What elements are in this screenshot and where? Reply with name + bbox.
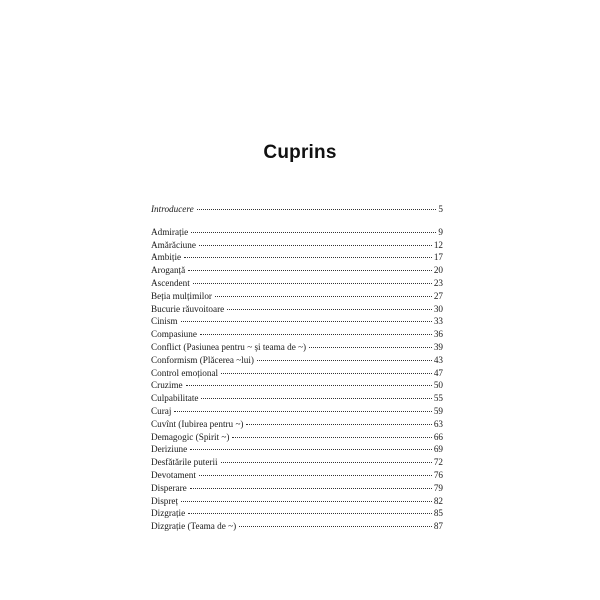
dot-leader bbox=[184, 257, 432, 258]
toc-entry-page: 33 bbox=[433, 316, 443, 327]
toc-entry-page: 12 bbox=[433, 239, 443, 250]
dot-leader bbox=[200, 334, 432, 335]
toc-entry-intro bbox=[151, 203, 443, 216]
toc-entry-label: Aroganță bbox=[151, 265, 186, 276]
toc-entry bbox=[151, 520, 443, 533]
toc-entry-page: 50 bbox=[433, 380, 443, 391]
dot-leader bbox=[190, 488, 432, 489]
toc-entry bbox=[151, 379, 443, 392]
dot-leader bbox=[197, 209, 437, 210]
toc-entry-page: 55 bbox=[433, 393, 443, 404]
toc-entry bbox=[151, 251, 443, 264]
dot-leader bbox=[190, 449, 432, 450]
toc-entry bbox=[151, 431, 443, 444]
toc-entry-page: 87 bbox=[433, 521, 443, 532]
toc-entry-page: 39 bbox=[433, 341, 443, 352]
toc-entry-label: Admirație bbox=[151, 226, 189, 237]
toc-entry-label: Compasiune bbox=[151, 329, 197, 340]
toc-entry-page: 17 bbox=[433, 252, 443, 263]
toc-entry bbox=[151, 495, 443, 508]
toc-entry-page: 72 bbox=[433, 457, 443, 468]
toc-entry bbox=[151, 303, 443, 316]
toc-entry bbox=[151, 315, 443, 328]
toc-entry bbox=[151, 341, 443, 354]
toc-entry-page: 69 bbox=[433, 444, 443, 455]
toc-entry-label: Deriziune bbox=[151, 444, 188, 455]
toc-entry-label: Culpabilitate bbox=[151, 393, 199, 404]
toc-entry bbox=[151, 418, 443, 431]
dot-leader bbox=[232, 437, 431, 438]
toc-entry-label: Dispreț bbox=[151, 495, 179, 506]
toc-entry bbox=[151, 239, 443, 252]
toc-entry-page: 82 bbox=[433, 495, 443, 506]
dot-leader bbox=[188, 513, 432, 514]
dot-leader bbox=[227, 309, 432, 310]
page-title: Cuprins bbox=[263, 142, 337, 163]
dot-leader bbox=[174, 411, 431, 412]
toc-entry-label: Ambiție bbox=[151, 252, 182, 263]
dot-leader bbox=[193, 283, 432, 284]
toc-entry-page: 79 bbox=[433, 482, 443, 493]
toc-entry-label: Devotament bbox=[151, 469, 196, 480]
section-gap bbox=[151, 216, 443, 226]
dot-leader bbox=[221, 462, 432, 463]
toc-entry-label: Dizgrație (Teama de ~) bbox=[151, 521, 237, 532]
toc-entry-page: 20 bbox=[433, 265, 443, 276]
toc-entry-label: Disperare bbox=[151, 482, 187, 493]
dot-leader bbox=[309, 347, 432, 348]
toc-entry bbox=[151, 443, 443, 456]
dot-leader bbox=[257, 360, 432, 361]
toc-entry-label: Conflict (Pasiunea pentru ~ și teama de ~) bbox=[151, 341, 307, 352]
toc-entry bbox=[151, 469, 443, 482]
dot-leader bbox=[181, 321, 432, 322]
dot-leader bbox=[199, 245, 432, 246]
toc-entry-page: 59 bbox=[433, 405, 443, 416]
toc-entry-label: Dizgrație bbox=[151, 508, 186, 519]
toc-entry bbox=[151, 328, 443, 341]
toc-entry-label: Conformism (Plăcerea ~lui) bbox=[151, 354, 254, 365]
toc-entry-label: Desfătările puterii bbox=[151, 457, 218, 468]
toc-entry-label: Cruzime bbox=[151, 380, 183, 391]
toc-entry-label: Curaj bbox=[151, 405, 172, 416]
toc-entry-page: 5 bbox=[438, 204, 443, 214]
toc-entry bbox=[151, 392, 443, 405]
toc-entry-label: Beția mulțimilor bbox=[151, 290, 212, 301]
toc-entry-page: 23 bbox=[433, 277, 443, 288]
toc-entry bbox=[151, 456, 443, 469]
toc-entry-label: Demagogic (Spirit ~) bbox=[151, 431, 230, 442]
toc-entry bbox=[151, 367, 443, 380]
toc-entry-page: 66 bbox=[433, 431, 443, 442]
toc-entry-label: Introducere bbox=[151, 204, 194, 214]
toc-entry-label: Bucurie răuvoitoare bbox=[151, 303, 225, 314]
toc-entry-label: Cinism bbox=[151, 316, 178, 327]
toc-entry-page: 76 bbox=[433, 469, 443, 480]
toc-entry-page: 43 bbox=[433, 354, 443, 365]
toc-entry-page: 85 bbox=[433, 508, 443, 519]
toc-entry-page: 63 bbox=[433, 418, 443, 429]
toc-entry-label: Control emoțional bbox=[151, 367, 219, 378]
toc-entry-label: Amărăciune bbox=[151, 239, 196, 250]
toc-entry-label: Cuvînt (Iubirea pentru ~) bbox=[151, 418, 244, 429]
toc-entries bbox=[151, 226, 443, 533]
toc-entry bbox=[151, 264, 443, 277]
dot-leader bbox=[181, 501, 432, 502]
toc-entry-page: 47 bbox=[433, 367, 443, 378]
toc-entry bbox=[151, 507, 443, 520]
dot-leader bbox=[239, 526, 432, 527]
toc-entry bbox=[151, 482, 443, 495]
toc-entry-page: 27 bbox=[433, 290, 443, 301]
toc-entry bbox=[151, 290, 443, 303]
dot-leader bbox=[191, 232, 436, 233]
toc-entry-page: 9 bbox=[438, 226, 443, 237]
toc-entry-page: 36 bbox=[433, 329, 443, 340]
toc-entry bbox=[151, 226, 443, 239]
dot-leader bbox=[215, 296, 432, 297]
dot-leader bbox=[221, 373, 432, 374]
toc-entry bbox=[151, 354, 443, 367]
toc-entry bbox=[151, 405, 443, 418]
dot-leader bbox=[246, 424, 431, 425]
dot-leader bbox=[186, 385, 432, 386]
dot-leader bbox=[199, 475, 432, 476]
dot-leader bbox=[188, 270, 432, 271]
toc-entry-label: Ascendent bbox=[151, 277, 190, 288]
toc-entry bbox=[151, 277, 443, 290]
table-of-contents bbox=[151, 203, 443, 533]
toc-entry-page: 30 bbox=[433, 303, 443, 314]
dot-leader bbox=[201, 398, 431, 399]
